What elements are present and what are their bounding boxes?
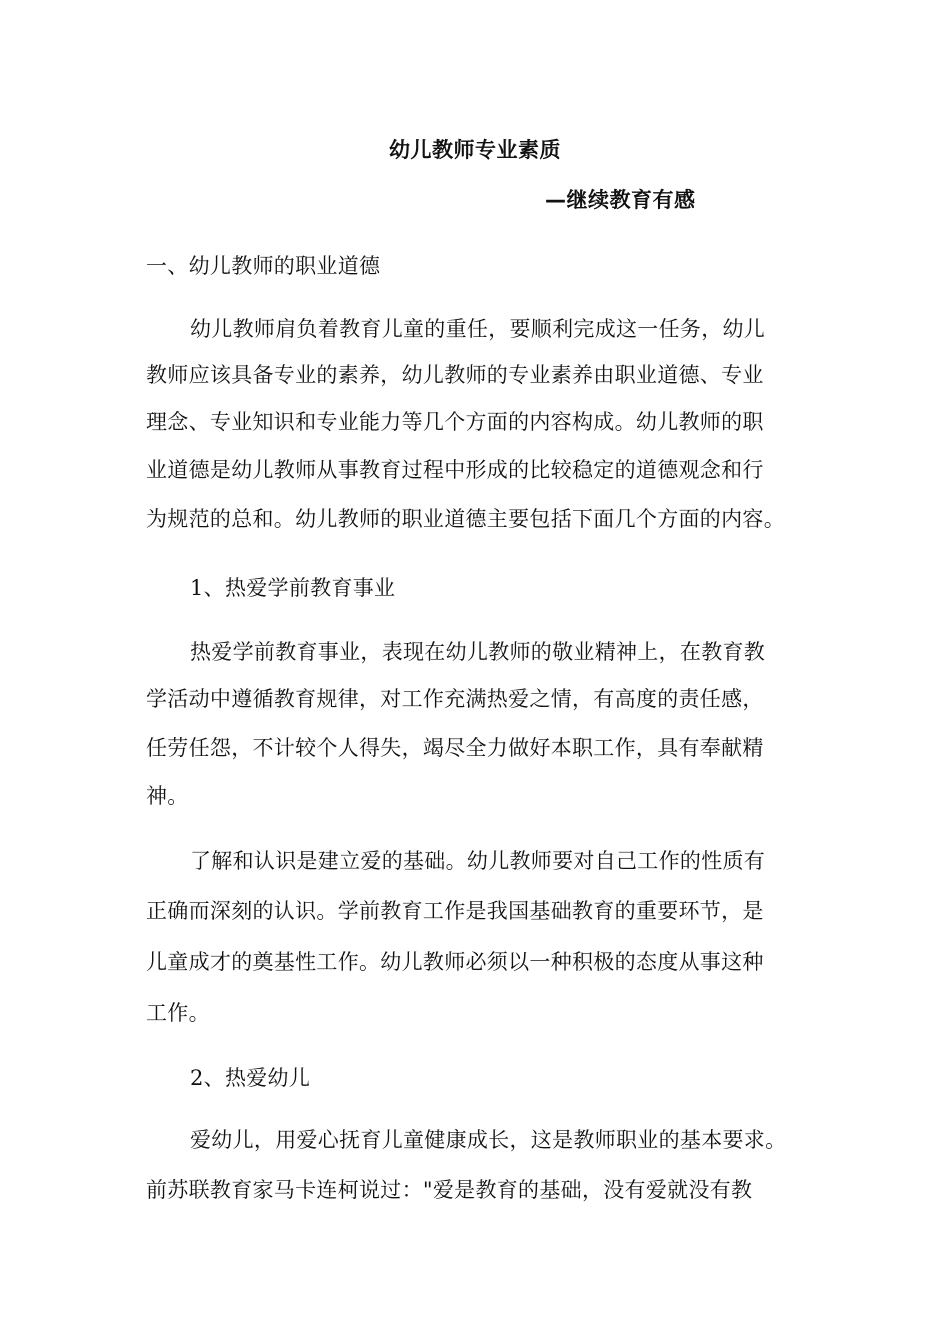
paragraph-line: 业道德是幼儿教师从事教育过程中形成的比较稳定的道德观念和行 [146, 458, 764, 482]
paragraph-line: 热爱学前教育事业，表现在幼儿教师的敬业精神上，在教育教 [190, 640, 766, 664]
paragraph-line: 教师应该具备专业的素养，幼儿教师的专业素养由职业道德、专业 [146, 363, 764, 387]
paragraph-line: 幼儿教师肩负着教育儿童的重任，要顺利完成这一任务，幼儿 [190, 317, 766, 341]
paragraph-line: 理念、专业知识和专业能力等几个方面的内容构成。幼儿教师的职 [146, 410, 764, 434]
paragraph-line: 为规范的总和。幼儿教师的职业道德主要包括下面几个方面的内容。 [146, 507, 785, 531]
paragraph-line: 爱幼儿，用爱心抚育儿童健康成长，这是教师职业的基本要求。 [190, 1128, 787, 1152]
paragraph-line: 正确而深刻的认识。学前教育工作是我国基础教育的重要环节，是 [146, 899, 764, 923]
document-subtitle: —继续教育有感 [545, 188, 696, 212]
subsection-heading: 1、热爱学前教育事业 [190, 576, 396, 600]
paragraph-line: 任劳任怨，不计较个人得失，竭尽全力做好本职工作，具有奉献精 [146, 736, 764, 760]
paragraph-line: 工作。 [146, 1001, 210, 1025]
paragraph-line: 学活动中遵循教育规律，对工作充满热爱之情，有高度的责任感， [146, 687, 764, 711]
section-heading: 一、幼儿教师的职业道德 [146, 254, 381, 278]
subsection-heading: 2、热爱幼儿 [190, 1066, 311, 1090]
paragraph-line: 前苏联教育家马卡连柯说过："爱是教育的基础，没有爱就没有教 [146, 1178, 753, 1202]
paragraph-line: 儿童成才的奠基性工作。幼儿教师必须以一种积极的态度从事这种 [146, 950, 764, 974]
paragraph-line: 了解和认识是建立爱的基础。幼儿教师要对自己工作的性质有 [190, 849, 766, 873]
paragraph-line: 神。 [146, 784, 189, 808]
document-title: 幼儿教师专业素质 [389, 138, 561, 162]
